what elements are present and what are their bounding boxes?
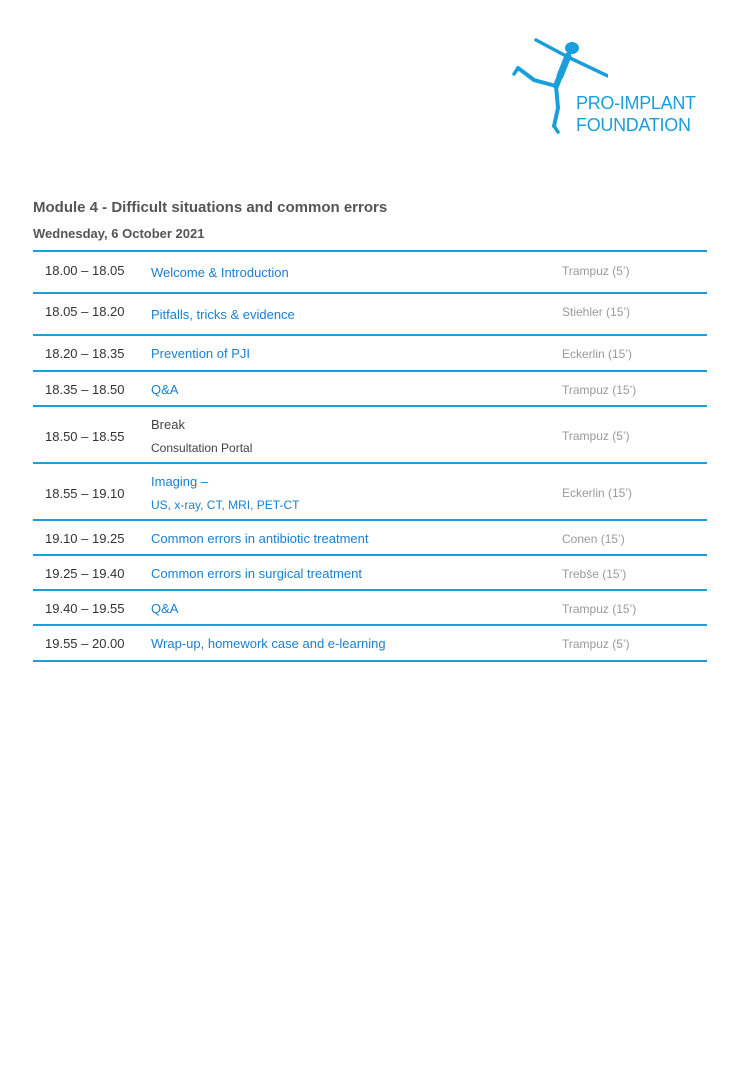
session-title: Welcome & Introduction [151, 265, 289, 280]
session-date: Wednesday, 6 October 2021 [33, 226, 205, 241]
time-slot: 19.25 – 19.40 [45, 566, 125, 581]
speaker: Trampuz (5’) [562, 264, 630, 278]
speaker: Trampuz (15’) [562, 383, 637, 397]
foundation-logo [508, 36, 718, 142]
time-slot: 18.55 – 19.10 [45, 486, 125, 501]
session-title: Prevention of PJI [151, 346, 250, 361]
schedule-row [33, 294, 707, 336]
schedule-row [33, 626, 707, 660]
schedule-table [33, 250, 707, 662]
speaker: Eckerlin (15’) [562, 486, 633, 500]
module-title: Module 4 - Difficult situations and common errors [33, 199, 388, 216]
time-slot: 18.00 – 18.05 [45, 263, 125, 278]
logo-line-2: FOUNDATION [576, 115, 691, 135]
schedule-row [33, 372, 707, 407]
session-title: Pitfalls, tricks & evidence [151, 307, 295, 322]
speaker: Trebše (15’) [562, 567, 627, 581]
time-slot: 19.55 – 20.00 [45, 636, 125, 651]
schedule-row [33, 336, 707, 372]
time-slot: 18.05 – 18.20 [45, 304, 125, 319]
session-title: Wrap-up, homework case and e-learning [151, 636, 386, 651]
speaker: Trampuz (5’) [562, 429, 630, 443]
time-slot: 18.35 – 18.50 [45, 382, 125, 397]
session-subtitle: Consultation Portal [151, 441, 253, 455]
schedule-row [33, 556, 707, 591]
logo-line-1: PRO-IMPLANT [576, 93, 696, 113]
session-subtitle: US, x-ray, CT, MRI, PET-CT [151, 498, 300, 512]
time-slot: 19.10 – 19.25 [45, 531, 125, 546]
session-title: Common errors in surgical treatment [151, 566, 362, 581]
schedule-row [33, 591, 707, 626]
session-title: Imaging – [151, 474, 209, 489]
session-title: Common errors in antibiotic treatment [151, 531, 369, 546]
schedule-row [33, 407, 707, 464]
time-slot: 18.20 – 18.35 [45, 346, 125, 361]
logo-wordmark [576, 92, 696, 136]
schedule-row [33, 464, 707, 521]
schedule-row [33, 521, 707, 556]
session-title: Break [151, 417, 185, 432]
time-slot: 19.40 – 19.55 [45, 601, 125, 616]
session-title: Q&A [151, 601, 179, 616]
time-slot: 18.50 – 18.55 [45, 429, 125, 444]
speaker: Conen (15’) [562, 532, 625, 546]
speaker: Trampuz (15’) [562, 602, 637, 616]
speaker: Eckerlin (15’) [562, 347, 633, 361]
speaker: Trampuz (5’) [562, 637, 630, 651]
schedule-row [33, 252, 707, 294]
speaker: Stiehler (15’) [562, 305, 631, 319]
session-title: Q&A [151, 382, 179, 397]
